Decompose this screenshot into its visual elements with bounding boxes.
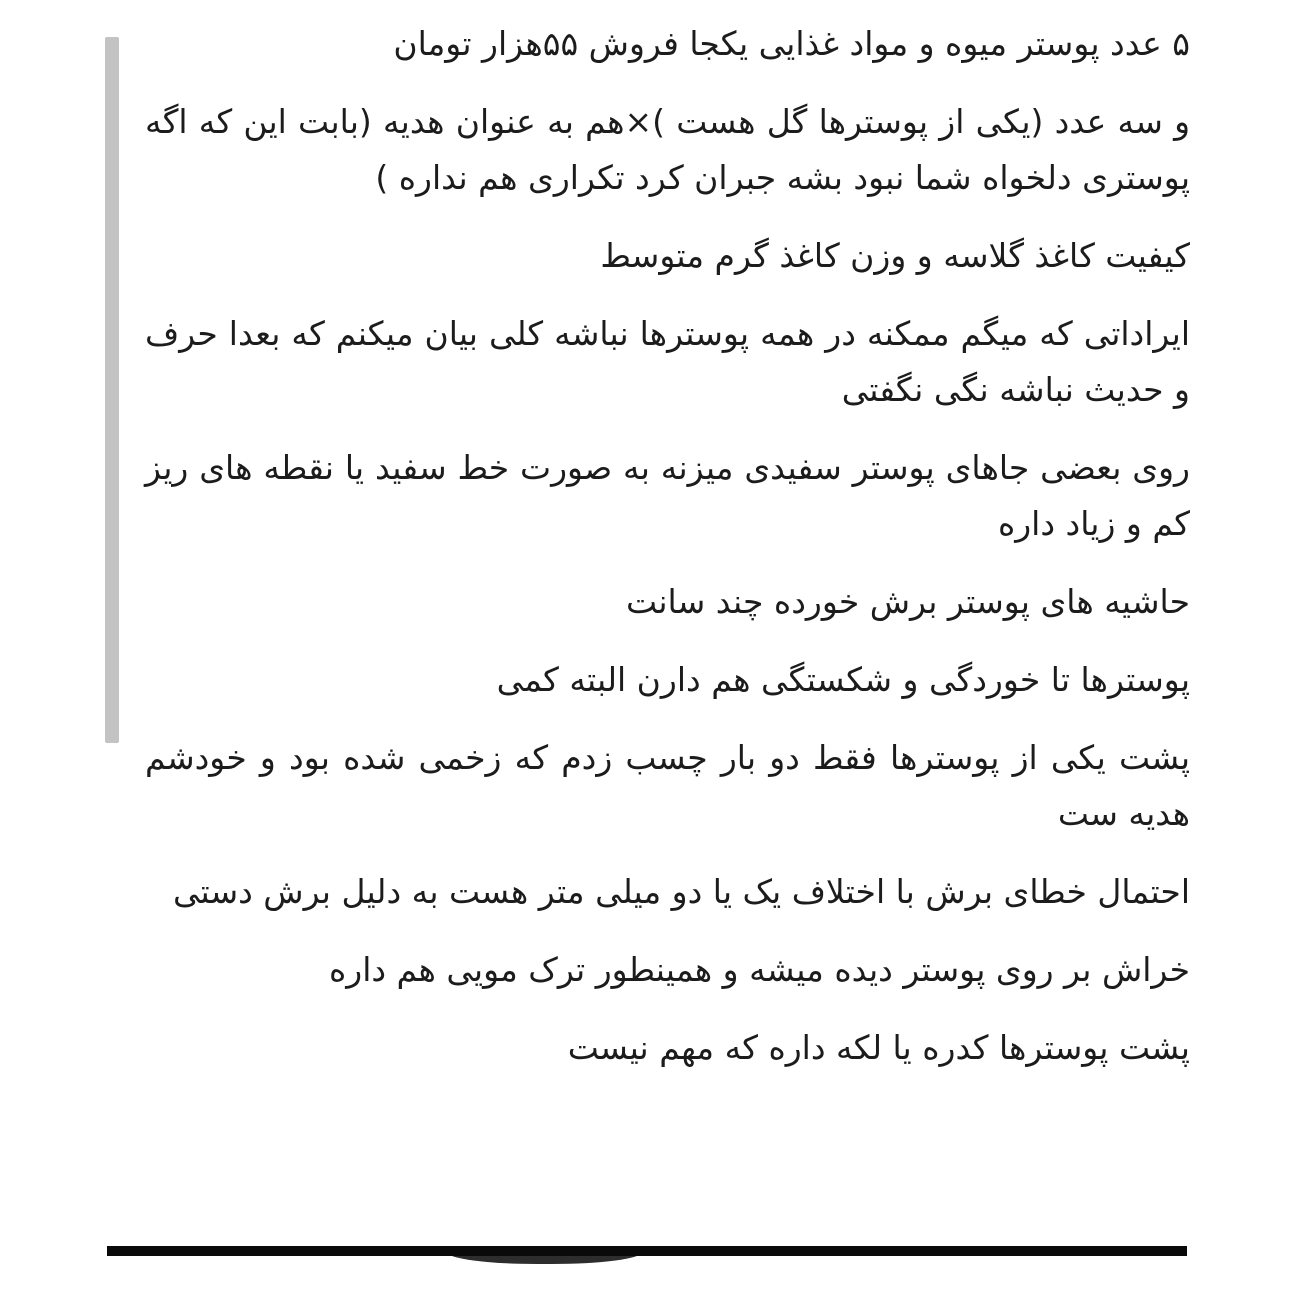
paragraph: روی بعضی جاهای پوستر سفیدی میزنه به صورت خط سفید یا نقطه های ریز کم و زیاد داره: [145, 448, 1190, 543]
bottom-divider: [107, 1246, 1187, 1256]
paragraph: پشت پوسترها کدره یا لکه داره که مهم نیست: [567, 1028, 1190, 1067]
scrollbar[interactable]: [105, 37, 119, 743]
paragraph: پوسترها تا خوردگی و شکستگی هم دارن البته کمی: [496, 660, 1190, 699]
paragraph: پشت یکی از پوسترها فقط دو بار چسب زدم که زخمی شده بود و خودشم هدیه ست: [145, 738, 1190, 833]
paragraph: کیفیت کاغذ گلاسه و وزن کاغذ گرم متوسط: [600, 236, 1190, 275]
paragraph: حاشیه های پوستر برش خورده چند سانت: [625, 582, 1190, 621]
description-text: [145, 0, 1190, 1098]
paragraph: احتمال خطای برش با اختلاف یک یا دو میلی متر هست به دلیل برش دستی: [173, 872, 1190, 911]
paragraph: ایراداتی که میگم ممکنه در همه پوسترها نباشه کلی بیان میکنم که بعدا حرف و حدیث نباشه نگی نگفتی: [145, 314, 1190, 409]
paragraph: و سه عدد (یکی از پوسترها گل هست )×هم به عنوان هدیه (بابت این که اگه پوستری دلخواه شما نبود بشه جبران کرد تکراری هم نداره ): [145, 102, 1190, 197]
paragraph: ۵ عدد پوستر میوه و مواد غذایی یکجا فروش ۵۵هزار تومان: [393, 24, 1190, 63]
paragraph: خراش بر روی پوستر دیده میشه و همینطور ترک مویی هم داره: [328, 950, 1190, 989]
